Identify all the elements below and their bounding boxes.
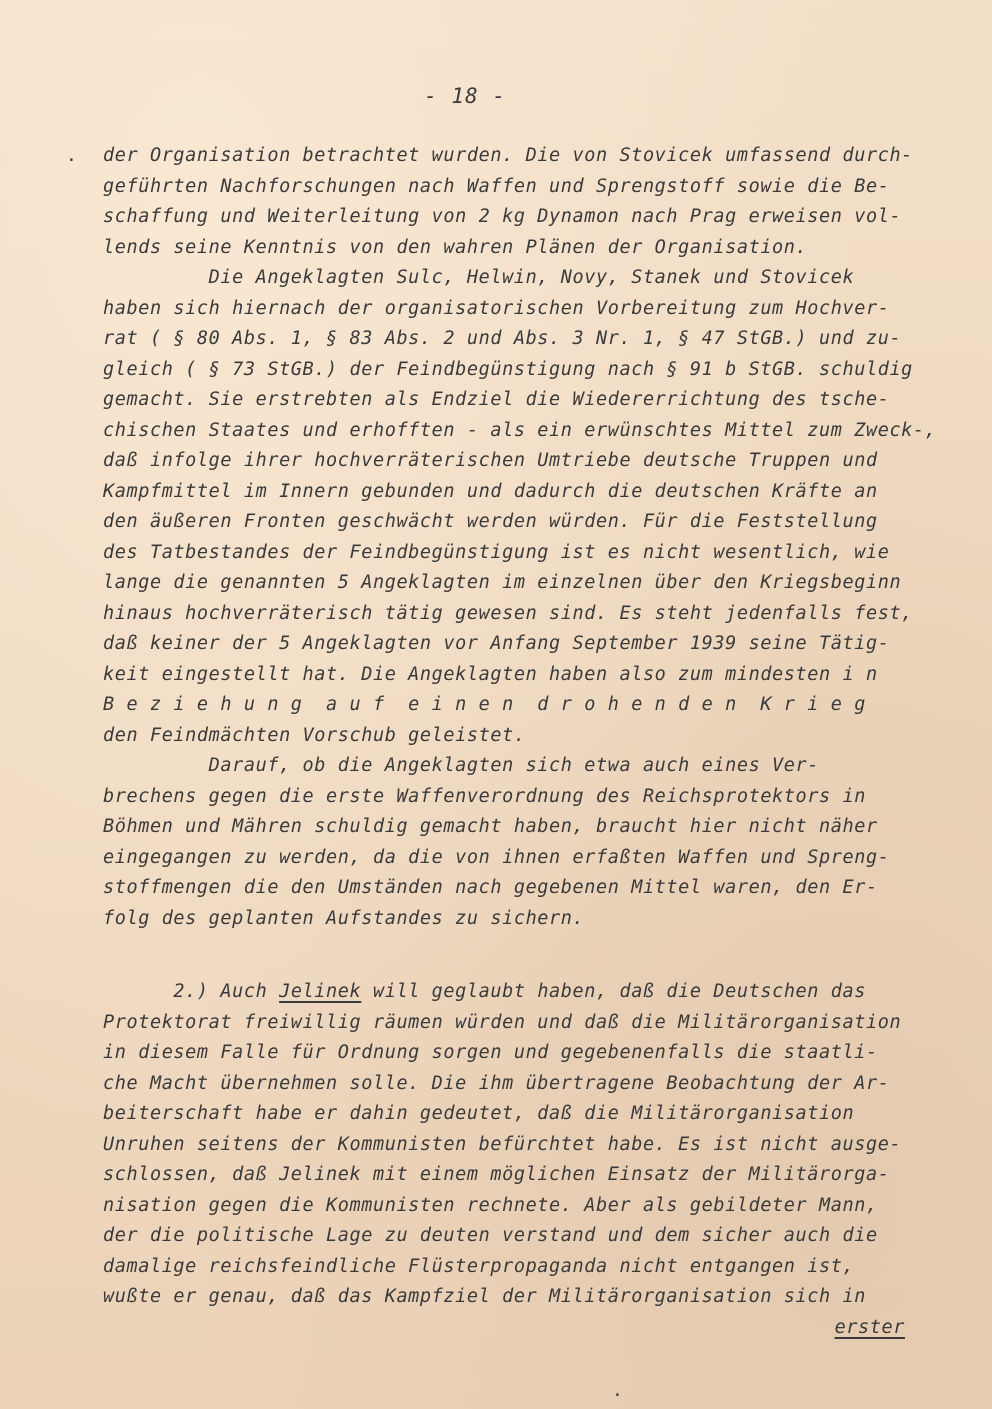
text-line: beiterschaft habe er dahin gedeutet, daß die Militärorganisation	[103, 1103, 855, 1124]
text-line: den Feindmächten Vorschub geleistet.	[103, 724, 526, 746]
text-line: stoffmengen die den Umständen nach gegebenen Mittel waren, den Er-	[103, 877, 878, 898]
text-line: daß infolge ihrer hochverräterischen Umtriebe deutsche Truppen und	[103, 450, 878, 471]
text-line: gleich ( § 73 StGB.) der Feindbegünstigung nach § 91 b StGB. schuldig	[103, 358, 913, 380]
text-line: Böhmen und Mähren schuldig gemacht haben, braucht hier nicht näher	[103, 816, 878, 837]
text-line: nisation gegen die Kommunisten rechnete. Aber als gebildeter Mann,	[103, 1194, 878, 1216]
text-line: der Organisation betrachtet wurden. Die von Stovicek umfassend durch-	[103, 145, 913, 166]
body-text	[103, 141, 975, 1343]
catchword: erster	[834, 1316, 905, 1338]
text-line: der die politische Lage zu deuten verstand und dem sicher auch die	[103, 1225, 878, 1246]
text-line: geführten Nachforschungen nach Waffen und Sprengstoff sowie die Be-	[103, 175, 890, 197]
margin-dot: ·	[66, 150, 77, 171]
underlined-name: Jelinek	[279, 981, 362, 1002]
paragraph-2	[103, 977, 975, 1343]
text-line: den äußeren Fronten geschwächt werden würden. Für die Feststellung	[103, 511, 878, 532]
text-line: gemacht. Sie erstrebten als Endziel die Wiedererrichtung des tsche-	[103, 389, 890, 410]
page-number: - 18 -	[424, 84, 506, 108]
text-line: schaffung und Weiterleitung von 2 kg Dynamon nach Prag erweisen vol-	[103, 206, 902, 227]
paragraph-1	[103, 141, 975, 934]
text-line: in diesem Falle für Ordnung sorgen und gegebenenfalls die staatli-	[103, 1042, 878, 1063]
text-line	[103, 977, 975, 1008]
text-line: rat ( § 80 Abs. 1, § 83 Abs. 2 und Abs. 3 Nr. 1, § 47 StGB.) und zu-	[103, 328, 902, 349]
text-line: Unruhen seitens der Kommunisten befürchtet habe. Es ist nicht ausge-	[103, 1133, 902, 1155]
catchword-line	[103, 1313, 975, 1344]
text-line: damalige reichsfeindliche Flüsterpropaganda nicht entgangen ist,	[103, 1255, 855, 1277]
bottom-dot: ·	[612, 1385, 623, 1406]
text-line: chischen Staates und erhofften - als ein erwünschtes Mittel zum Zweck-,	[103, 419, 937, 441]
spaced-text-line: B e z i e h u n g a u f e i n e n d r o h e n d e n K r i e g	[103, 694, 866, 715]
text-line: lends seine Kenntnis von den wahren Plänen der Organisation.	[103, 236, 808, 258]
text-line: brechens gegen die erste Waffenverordnung des Reichsprotektors in	[103, 785, 866, 807]
text-line: folg des geplanten Aufstandes zu sichern.	[103, 907, 585, 929]
text-line: Die Angeklagten Sulc, Helwin, Novy, Stanek und Stovicek	[103, 267, 855, 288]
text-line: wußte er genau, daß das Kampfziel der Militärorganisation sich in	[103, 1286, 866, 1307]
text-line: des Tatbestandes der Feindbegünstigung ist es nicht wesentlich, wie	[103, 541, 890, 563]
text-line: hinaus hochverräterisch tätig gewesen sind. Es steht jedenfalls fest,	[103, 602, 913, 624]
text-line: keit eingestellt hat. Die Angeklagten haben also zum mindesten i n	[103, 663, 878, 685]
text-line: Protektorat freiwillig räumen würden und daß die Militärorganisation	[103, 1011, 902, 1033]
text-line: daß keiner der 5 Angeklagten vor Anfang September 1939 seine Tätig-	[103, 633, 890, 654]
text-line: eingegangen zu werden, da die von ihnen erfaßten Waffen und Spreng-	[103, 846, 890, 868]
text-line: Kampfmittel im Innern gebunden und dadurch die deutschen Kräfte an	[103, 480, 878, 502]
para2-suffix: will geglaubt haben, daß die Deutschen das	[361, 981, 866, 1002]
text-line: Darauf, ob die Angeklagten sich etwa auch eines Ver-	[103, 755, 820, 776]
text-line: schlossen, daß Jelinek mit einem möglichen Einsatz der Militärorga-	[103, 1164, 890, 1185]
text-line: haben sich hiernach der organisatorischen Vorbereitung zum Hochver-	[103, 297, 890, 319]
paragraph-gap	[103, 934, 975, 977]
para2-prefix: 2.) Auch	[103, 981, 280, 1002]
text-line: che Macht übernehmen solle. Die ihm übertragene Beobachtung der Ar-	[103, 1072, 890, 1094]
text-line: lange die genannten 5 Angeklagten im einzelnen über den Kriegsbeginn	[103, 572, 902, 593]
